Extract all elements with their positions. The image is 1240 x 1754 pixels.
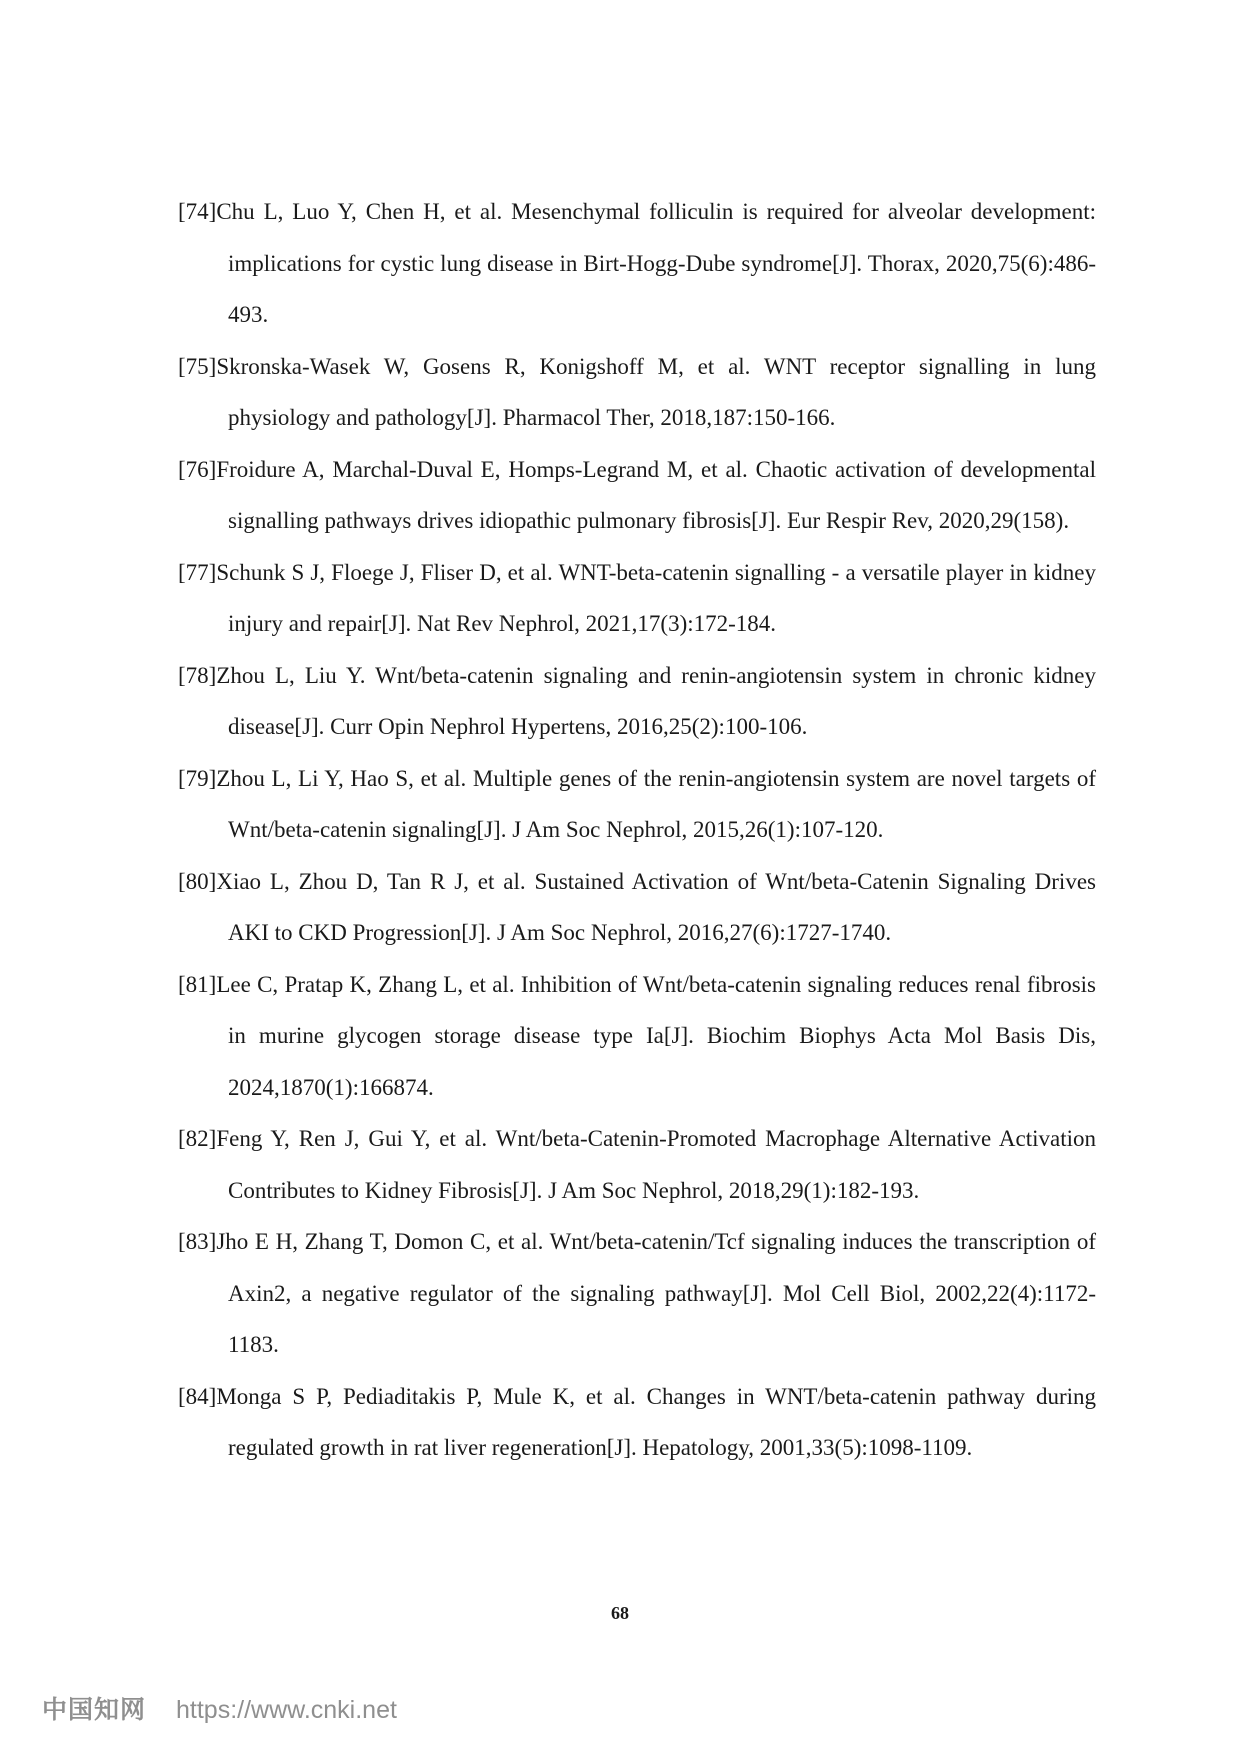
reference-number: [81] <box>178 971 217 997</box>
reference-text: Skronska-Wasek W, Gosens R, Konigshoff M, et al. WNT receptor signalling in lung physiology and pathology[J]. Pharmacol Ther, 2018,187:150-166. <box>216 353 1096 430</box>
reference-item <box>178 186 1096 341</box>
reference-item <box>178 1113 1096 1216</box>
reference-number: [83] <box>178 1229 217 1254</box>
reference-text: Feng Y, Ren J, Gui Y, et al. Wnt/beta-Catenin-Promoted Macrophage Alternative Activation Contributes to Kidney Fibrosis[J]. J Am Soc Nephrol, 2018,29(1):182-193. <box>216 1126 1096 1203</box>
reference-list <box>178 186 1096 1474</box>
reference-item <box>178 444 1096 547</box>
reference-number: [82] <box>178 1126 217 1151</box>
reference-number: [75] <box>178 353 217 379</box>
reference-number: [78] <box>178 662 217 688</box>
reference-item <box>178 650 1096 753</box>
page-number: 68 <box>611 1603 629 1623</box>
reference-text: Chu L, Luo Y, Chen H, et al. Mesenchymal folliculin is required for alveolar development: implications for cystic lung disease in Birt-Hogg-Dube syndrome[J]. Thorax, 2020,75(6):486-493. <box>216 199 1096 327</box>
reference-text: Schunk S J, Floege J, Fliser D, et al. WNT-beta-catenin signalling - a versatile player in kidney injury and repair[J]. Nat Rev Nephrol, 2021,17(3):172-184. <box>216 559 1096 636</box>
reference-text: Xiao L, Zhou D, Tan R J, et al. Sustained Activation of Wnt/beta-Catenin Signaling Drives AKI to CKD Progression[J]. J Am Soc Nephrol, 2016,27(6):1727-1740. <box>216 868 1096 945</box>
reference-text: Zhou L, Li Y, Hao S, et al. Multiple genes of the renin-angiotensin system are novel targets of Wnt/beta-catenin signaling[J]. J Am Soc Nephrol, 2015,26(1):107-120. <box>216 765 1096 842</box>
reference-number: [84] <box>178 1383 217 1409</box>
reference-item <box>178 1216 1096 1371</box>
reference-number: [74] <box>178 199 217 224</box>
reference-text: Jho E H, Zhang T, Domon C, et al. Wnt/beta-catenin/Tcf signaling induces the transcription of Axin2, a negative regulator of the signaling pathway[J]. Mol Cell Biol, 2002,22(4):1172-1183. <box>216 1229 1096 1357</box>
reference-number: [76] <box>178 456 217 482</box>
reference-text: Froidure A, Marchal-Duval E, Homps-Legrand M, et al. Chaotic activation of developmental signalling pathways drives idiopathic pulmonary fibrosis[J]. Eur Respir Rev, 2020,29(158). <box>216 456 1096 533</box>
reference-number: [77] <box>178 559 217 585</box>
cnki-watermark <box>42 1690 397 1726</box>
watermark-brand: 中国知网 <box>42 1696 147 1724</box>
reference-text: Zhou L, Liu Y. Wnt/beta-catenin signaling and renin-angiotensin system in chronic kidney disease[J]. Curr Opin Nephrol Hypertens, 2016,25(2):100-106. <box>216 662 1096 739</box>
reference-item <box>178 753 1096 856</box>
reference-item <box>178 1371 1096 1474</box>
reference-number: [79] <box>178 765 217 791</box>
watermark-url: https://www.cnki.net <box>176 1696 397 1724</box>
reference-number: [80] <box>178 868 217 894</box>
reference-item <box>178 856 1096 959</box>
reference-item <box>178 547 1096 650</box>
reference-item <box>178 341 1096 444</box>
reference-item <box>178 959 1096 1114</box>
reference-text: Lee C, Pratap K, Zhang L, et al. Inhibition of Wnt/beta-catenin signaling reduces renal fibrosis in murine glycogen storage disease type Ia[J]. Biochim Biophys Acta Mol Basis Dis, 2024,1870(1):166874. <box>216 971 1096 1100</box>
reference-text: Monga S P, Pediaditakis P, Mule K, et al. Changes in WNT/beta-catenin pathway during regulated growth in rat liver regeneration[J]. Hepatology, 2001,33(5):1098-1109. <box>216 1383 1096 1460</box>
